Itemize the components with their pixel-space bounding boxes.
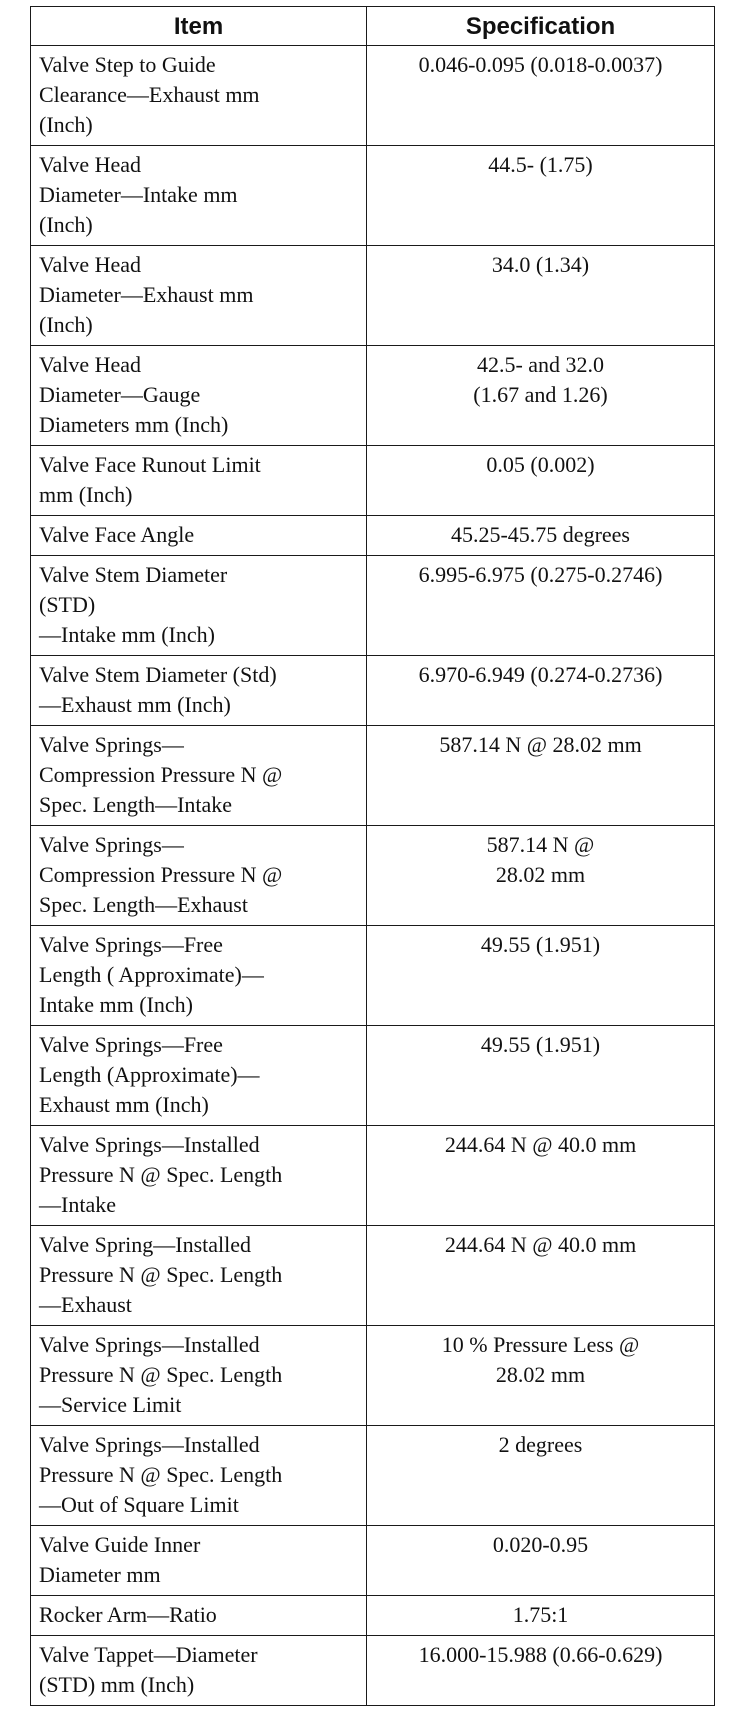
specification-cell: 16.000-15.988 (0.66-0.629)	[367, 1636, 715, 1706]
item-cell: Valve Head Diameter—Exhaust mm (Inch)	[31, 246, 367, 346]
table-header-row	[31, 7, 715, 46]
item-cell: Valve Tappet—Diameter (STD) mm (Inch)	[31, 1636, 367, 1706]
item-cell: Valve Springs—Installed Pressure N @ Spec. Length —Service Limit	[31, 1326, 367, 1426]
item-cell: Valve Springs— Compression Pressure N @ Spec. Length—Intake	[31, 726, 367, 826]
item-cell: Valve Springs—Free Length (Approximate)— Exhaust mm (Inch)	[31, 1026, 367, 1126]
specification-cell: 45.25-45.75 degrees	[367, 516, 715, 556]
specification-cell: 1.75:1	[367, 1596, 715, 1636]
table-row	[31, 656, 715, 726]
specification-cell: 587.14 N @ 28.02 mm	[367, 826, 715, 926]
specification-cell: 2 degrees	[367, 1426, 715, 1526]
specification-cell: 244.64 N @ 40.0 mm	[367, 1226, 715, 1326]
valve-specification-table	[30, 6, 715, 1706]
item-cell: Valve Spring—Installed Pressure N @ Spec. Length —Exhaust	[31, 1226, 367, 1326]
table-body	[31, 46, 715, 1706]
item-cell: Valve Head Diameter—Gauge Diameters mm (Inch)	[31, 346, 367, 446]
table-row	[31, 346, 715, 446]
table-row	[31, 46, 715, 146]
item-cell: Valve Face Runout Limit mm (Inch)	[31, 446, 367, 516]
table-row	[31, 826, 715, 926]
table-row	[31, 1636, 715, 1706]
table-row	[31, 1126, 715, 1226]
item-cell: Valve Guide Inner Diameter mm	[31, 1526, 367, 1596]
table-row	[31, 556, 715, 656]
table-row	[31, 1596, 715, 1636]
table-row	[31, 926, 715, 1026]
specification-cell: 10 % Pressure Less @ 28.02 mm	[367, 1326, 715, 1426]
item-cell: Valve Springs— Compression Pressure N @ Spec. Length—Exhaust	[31, 826, 367, 926]
specification-cell: 49.55 (1.951)	[367, 926, 715, 1026]
item-cell: Valve Step to Guide Clearance—Exhaust mm (Inch)	[31, 46, 367, 146]
specification-cell: 0.020-0.95	[367, 1526, 715, 1596]
specification-column-header: Specification	[367, 7, 715, 46]
item-cell: Valve Springs—Installed Pressure N @ Spec. Length —Intake	[31, 1126, 367, 1226]
item-cell: Valve Head Diameter—Intake mm (Inch)	[31, 146, 367, 246]
table-row	[31, 446, 715, 516]
specification-cell: 0.05 (0.002)	[367, 446, 715, 516]
specification-cell: 42.5- and 32.0 (1.67 and 1.26)	[367, 346, 715, 446]
item-cell: Valve Stem Diameter (STD) —Intake mm (Inch)	[31, 556, 367, 656]
item-cell: Valve Springs—Free Length ( Approximate)— Intake mm (Inch)	[31, 926, 367, 1026]
table-row	[31, 1326, 715, 1426]
specification-cell: 6.995-6.975 (0.275-0.2746)	[367, 556, 715, 656]
specification-cell: 6.970-6.949 (0.274-0.2736)	[367, 656, 715, 726]
table-row	[31, 246, 715, 346]
table-row	[31, 1226, 715, 1326]
item-cell: Valve Stem Diameter (Std) —Exhaust mm (Inch)	[31, 656, 367, 726]
specification-cell: 44.5- (1.75)	[367, 146, 715, 246]
specification-cell: 0.046-0.095 (0.018-0.0037)	[367, 46, 715, 146]
specification-cell: 587.14 N @ 28.02 mm	[367, 726, 715, 826]
table-row	[31, 1426, 715, 1526]
item-cell: Valve Springs—Installed Pressure N @ Spec. Length —Out of Square Limit	[31, 1426, 367, 1526]
item-cell: Rocker Arm—Ratio	[31, 1596, 367, 1636]
specification-cell: 34.0 (1.34)	[367, 246, 715, 346]
table-row	[31, 726, 715, 826]
table-row	[31, 516, 715, 556]
specification-cell: 244.64 N @ 40.0 mm	[367, 1126, 715, 1226]
table-row	[31, 1526, 715, 1596]
specification-cell: 49.55 (1.951)	[367, 1026, 715, 1126]
item-cell: Valve Face Angle	[31, 516, 367, 556]
item-column-header: Item	[31, 7, 367, 46]
table-row	[31, 146, 715, 246]
table-row	[31, 1026, 715, 1126]
